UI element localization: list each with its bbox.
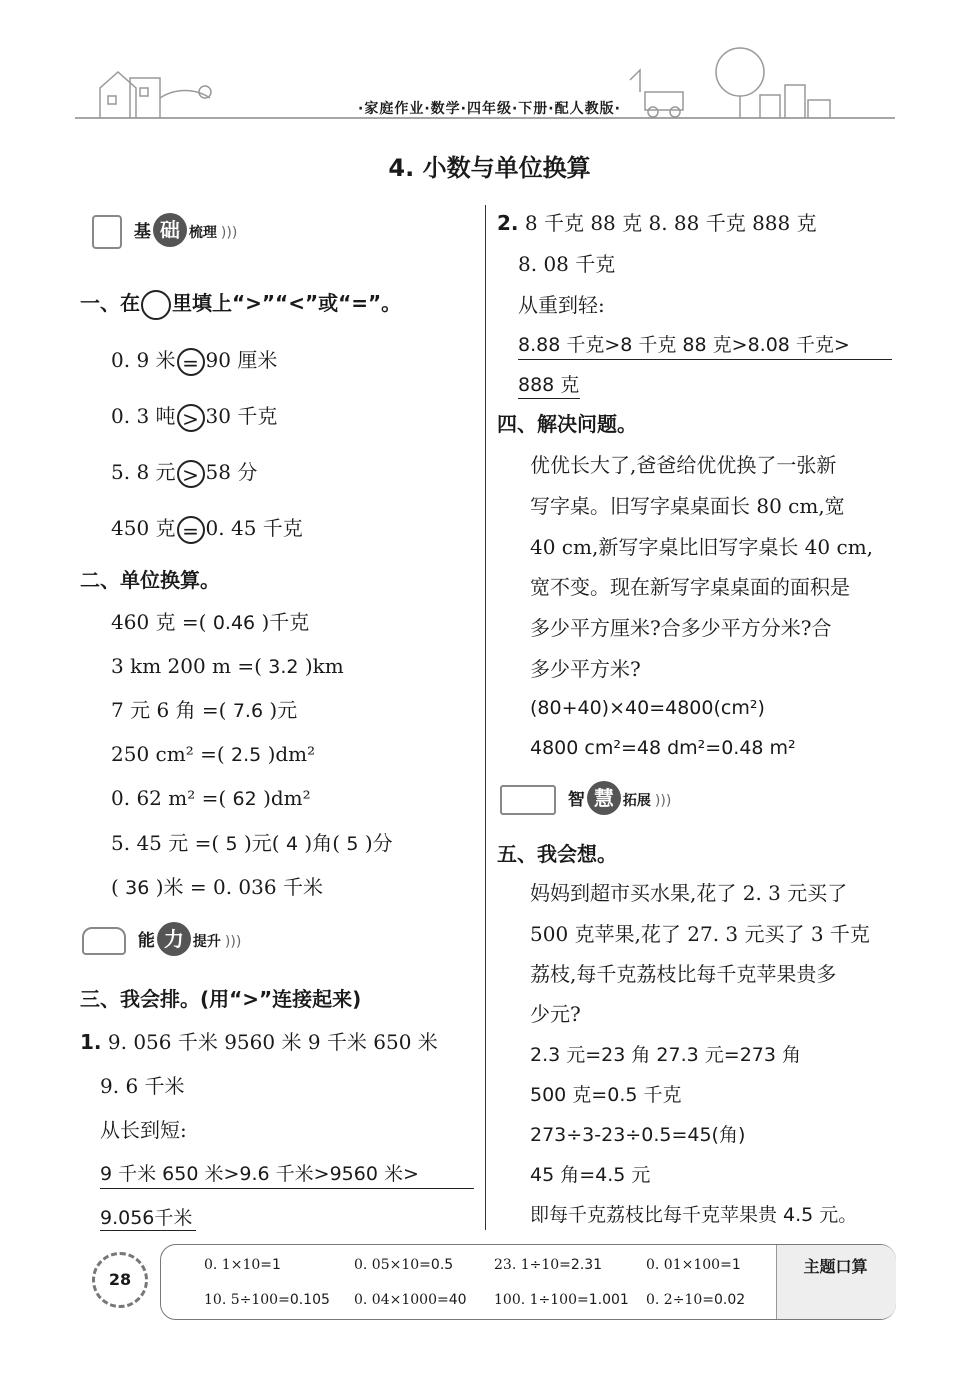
convert-row-3 bbox=[111, 696, 297, 725]
s5-problem-4: 少元? bbox=[530, 1002, 581, 1026]
q2-answer-underline1 bbox=[518, 359, 892, 360]
convert-answer: 7.6 bbox=[232, 700, 264, 722]
s5-answer-5: 即每千克荔枝比每千克苹果贵 4.5 元。 bbox=[530, 1204, 858, 1226]
car-icon bbox=[82, 927, 126, 955]
calc-row2-3 bbox=[494, 1290, 629, 1310]
compare-row-2 bbox=[111, 402, 277, 432]
compare-symbol: = bbox=[177, 516, 205, 544]
convert-text: )米 = 0. 036 千米 bbox=[155, 875, 323, 899]
section3-heading: 三、我会排。(用“>”连接起来) bbox=[80, 987, 362, 1011]
q2-items: 8 千克 88 克 8. 88 千克 888 克 bbox=[524, 211, 817, 235]
s4-problem-2: 写字桌。旧写字桌桌面长 80 cm,宽 bbox=[530, 494, 845, 518]
calc-answer: 0.5 bbox=[430, 1257, 454, 1273]
calc-row2-1 bbox=[204, 1290, 330, 1310]
convert-answer: 4 bbox=[285, 833, 299, 855]
q1-answer-line2: 9.056千米 bbox=[100, 1207, 193, 1229]
compare-row-4 bbox=[111, 514, 303, 544]
q1-prompt: 从长到短: bbox=[100, 1118, 187, 1142]
calc-row1-1 bbox=[204, 1255, 281, 1275]
convert-text: )元 bbox=[269, 698, 298, 722]
convert-text: )dm² bbox=[263, 786, 311, 810]
convert-text: )km bbox=[304, 654, 344, 678]
blank-circle-icon bbox=[141, 290, 171, 320]
compare-symbol: > bbox=[177, 404, 205, 432]
convert-text: )元( bbox=[243, 831, 280, 855]
compare-symbol: > bbox=[177, 460, 205, 488]
series-label: ·家庭作业·数学·四年级·下册·配人教版· bbox=[358, 101, 621, 117]
convert-text: )分 bbox=[364, 831, 393, 855]
calc-question: 23. 1÷10= bbox=[494, 1257, 571, 1273]
badge-basic-big: 础 bbox=[153, 213, 187, 247]
convert-text: )dm² bbox=[267, 742, 316, 766]
convert-row-1 bbox=[111, 608, 309, 637]
calc-answer: 1 bbox=[272, 1257, 281, 1273]
badge-wisdom-text-b: 拓展 bbox=[622, 793, 651, 809]
page-number: 28 bbox=[108, 1270, 132, 1289]
column-divider bbox=[485, 205, 486, 1230]
convert-row-4 bbox=[111, 740, 315, 769]
compare-symbol: = bbox=[177, 348, 205, 376]
badge-wisdom-text-a: 智 bbox=[567, 790, 585, 810]
s4-problem-6: 多少平方米? bbox=[530, 657, 641, 681]
calc-answer: 40 bbox=[448, 1292, 467, 1308]
calc-row1-4 bbox=[646, 1255, 741, 1275]
s4-problem-3: 40 cm,新写字桌比旧写字桌长 40 cm, bbox=[530, 535, 874, 559]
s5-problem-2: 500 克苹果,花了 27. 3 元买了 3 千克 bbox=[530, 922, 870, 946]
badge-wisdom-big: 慧 bbox=[587, 781, 621, 815]
convert-text: 3 km 200 m =( bbox=[111, 654, 262, 678]
compare-row-3 bbox=[111, 458, 257, 488]
badge-basic-text-a: 基 bbox=[133, 222, 151, 242]
convert-text: 250 cm² =( bbox=[111, 742, 225, 766]
compare-right: 90 厘米 bbox=[205, 348, 278, 372]
calc-row1-2 bbox=[354, 1255, 453, 1275]
calc-row2-4 bbox=[646, 1290, 745, 1310]
calc-row2-2 bbox=[354, 1290, 467, 1310]
book-icon bbox=[500, 785, 556, 815]
badge-ability-big: 力 bbox=[157, 922, 191, 956]
badge-basic bbox=[92, 213, 237, 249]
badge-basic-icon bbox=[92, 215, 122, 249]
compare-row-1 bbox=[111, 346, 277, 376]
page-title: 4. 小数与单位换算 bbox=[388, 154, 591, 182]
calc-answer: 2.31 bbox=[570, 1257, 603, 1273]
convert-text: 0. 62 m² =( bbox=[111, 786, 227, 810]
s4-answer-1: (80+40)×40=4800(cm²) bbox=[530, 697, 765, 719]
section5-heading: 五、我会想。 bbox=[497, 842, 617, 866]
convert-row-5 bbox=[111, 784, 311, 813]
convert-text: )角( bbox=[304, 831, 341, 855]
q2-answer-line1: 8.88 千克>8 千克 88 克>8.08 千克> bbox=[518, 334, 850, 356]
compare-left: 0. 9 米 bbox=[111, 348, 176, 372]
section2-heading: 二、单位换算。 bbox=[80, 568, 220, 592]
q1-answer-underline2 bbox=[100, 1230, 196, 1231]
header-bar bbox=[0, 0, 979, 130]
s5-answer-4: 45 角=4.5 元 bbox=[530, 1164, 651, 1186]
calc-answer: 0.105 bbox=[289, 1292, 330, 1308]
calc-row1-3 bbox=[494, 1255, 602, 1275]
calc-question: 100. 1÷100= bbox=[494, 1292, 589, 1308]
s5-answer-3: 273÷3-23÷0.5=45(角) bbox=[530, 1124, 746, 1146]
compare-left: 0. 3 吨 bbox=[111, 404, 176, 428]
compare-left: 5. 8 元 bbox=[111, 460, 176, 484]
convert-answer: 3.2 bbox=[268, 656, 299, 678]
compare-right: 58 分 bbox=[205, 460, 258, 484]
calc-question: 0. 05×10= bbox=[354, 1257, 431, 1273]
calc-question: 0. 1×10= bbox=[204, 1257, 272, 1273]
badge-ability-text-a: 能 bbox=[137, 931, 155, 951]
badge-wisdom bbox=[500, 781, 671, 815]
convert-text: 7 元 6 角 =( bbox=[111, 698, 227, 722]
s5-problem-1: 妈妈到超市买水果,花了 2. 3 元买了 bbox=[530, 881, 848, 905]
badge-ability bbox=[82, 922, 241, 956]
footer bbox=[88, 1244, 898, 1322]
q2-answer-line2: 888 克 bbox=[518, 374, 580, 396]
convert-answer: 5 bbox=[346, 833, 359, 855]
calc-question: 10. 5÷100= bbox=[204, 1292, 290, 1308]
calc-answer: 1.001 bbox=[588, 1292, 629, 1308]
footer-label: 主题口算 bbox=[803, 1257, 868, 1276]
convert-text: 5. 45 元 =( bbox=[111, 831, 220, 855]
q1-answer-line1: 9 千米 650 米>9.6 千米>9560 米> bbox=[100, 1163, 419, 1185]
q1-answer-underline1 bbox=[100, 1188, 474, 1189]
convert-answer: 5 bbox=[225, 833, 238, 855]
calc-question: 0. 2÷10= bbox=[646, 1292, 714, 1308]
q2-line2: 8. 08 千克 bbox=[518, 252, 616, 276]
convert-answer: 36 bbox=[125, 877, 150, 899]
section1-heading-pre: 一、在 bbox=[80, 291, 140, 315]
s5-problem-3: 荔枝,每千克荔枝比每千克苹果贵多 bbox=[530, 962, 837, 986]
compare-right: 0. 45 千克 bbox=[205, 516, 303, 540]
convert-answer: 0.46 bbox=[212, 612, 256, 634]
compare-left: 450 克 bbox=[111, 516, 176, 540]
calc-question: 0. 01×100= bbox=[646, 1257, 732, 1273]
calc-question: 0. 04×1000= bbox=[354, 1292, 449, 1308]
q2-answer-underline2 bbox=[518, 398, 580, 399]
compare-right: 30 千克 bbox=[205, 404, 278, 428]
convert-text: 460 克 =( bbox=[111, 610, 207, 634]
calc-answer: 0.02 bbox=[714, 1292, 746, 1308]
convert-text: ( bbox=[111, 875, 119, 899]
convert-row-2 bbox=[111, 652, 344, 681]
section1-heading-post: 里填上“>”“<”或“=”。 bbox=[172, 291, 402, 315]
q2-prompt: 从重到轻: bbox=[518, 293, 605, 317]
section4-heading: 四、解决问题。 bbox=[497, 412, 637, 436]
q1-line2: 9. 6 千米 bbox=[100, 1074, 185, 1098]
s4-problem-1: 优优长大了,爸爸给优优换了一张新 bbox=[530, 453, 837, 477]
badge-ability-text-b: 提升 bbox=[192, 934, 221, 950]
badge-chevron-icon: ))) bbox=[654, 793, 672, 809]
badge-basic-text-b: 梳理 bbox=[188, 225, 217, 241]
q1-items: 9. 056 千米 9560 米 9 千米 650 米 bbox=[107, 1030, 438, 1054]
convert-answer: 62 bbox=[232, 788, 257, 810]
s5-answer-2: 500 克=0.5 千克 bbox=[530, 1084, 682, 1106]
convert-text: )千克 bbox=[261, 610, 310, 634]
badge-chevron-icon: ))) bbox=[220, 225, 238, 241]
section1-heading bbox=[80, 289, 401, 320]
q1-number: 1. bbox=[80, 1030, 102, 1054]
convert-row-6 bbox=[111, 829, 393, 858]
q2-line1 bbox=[497, 209, 817, 237]
s4-problem-4: 宽不变。现在新写字桌桌面的面积是 bbox=[530, 575, 850, 599]
calc-answer: 1 bbox=[731, 1257, 741, 1273]
s4-problem-5: 多少平方厘米?合多少平方分米?合 bbox=[530, 616, 832, 640]
q2-number: 2. bbox=[497, 211, 519, 235]
convert-row-7 bbox=[111, 873, 323, 902]
q1-line1 bbox=[80, 1028, 438, 1056]
convert-answer: 2.5 bbox=[231, 744, 262, 766]
badge-chevron-icon: ))) bbox=[224, 934, 242, 950]
s5-answer-1: 2.3 元=23 角 27.3 元=273 角 bbox=[530, 1044, 802, 1066]
s4-answer-2: 4800 cm²=48 dm²=0.48 m² bbox=[530, 737, 796, 759]
